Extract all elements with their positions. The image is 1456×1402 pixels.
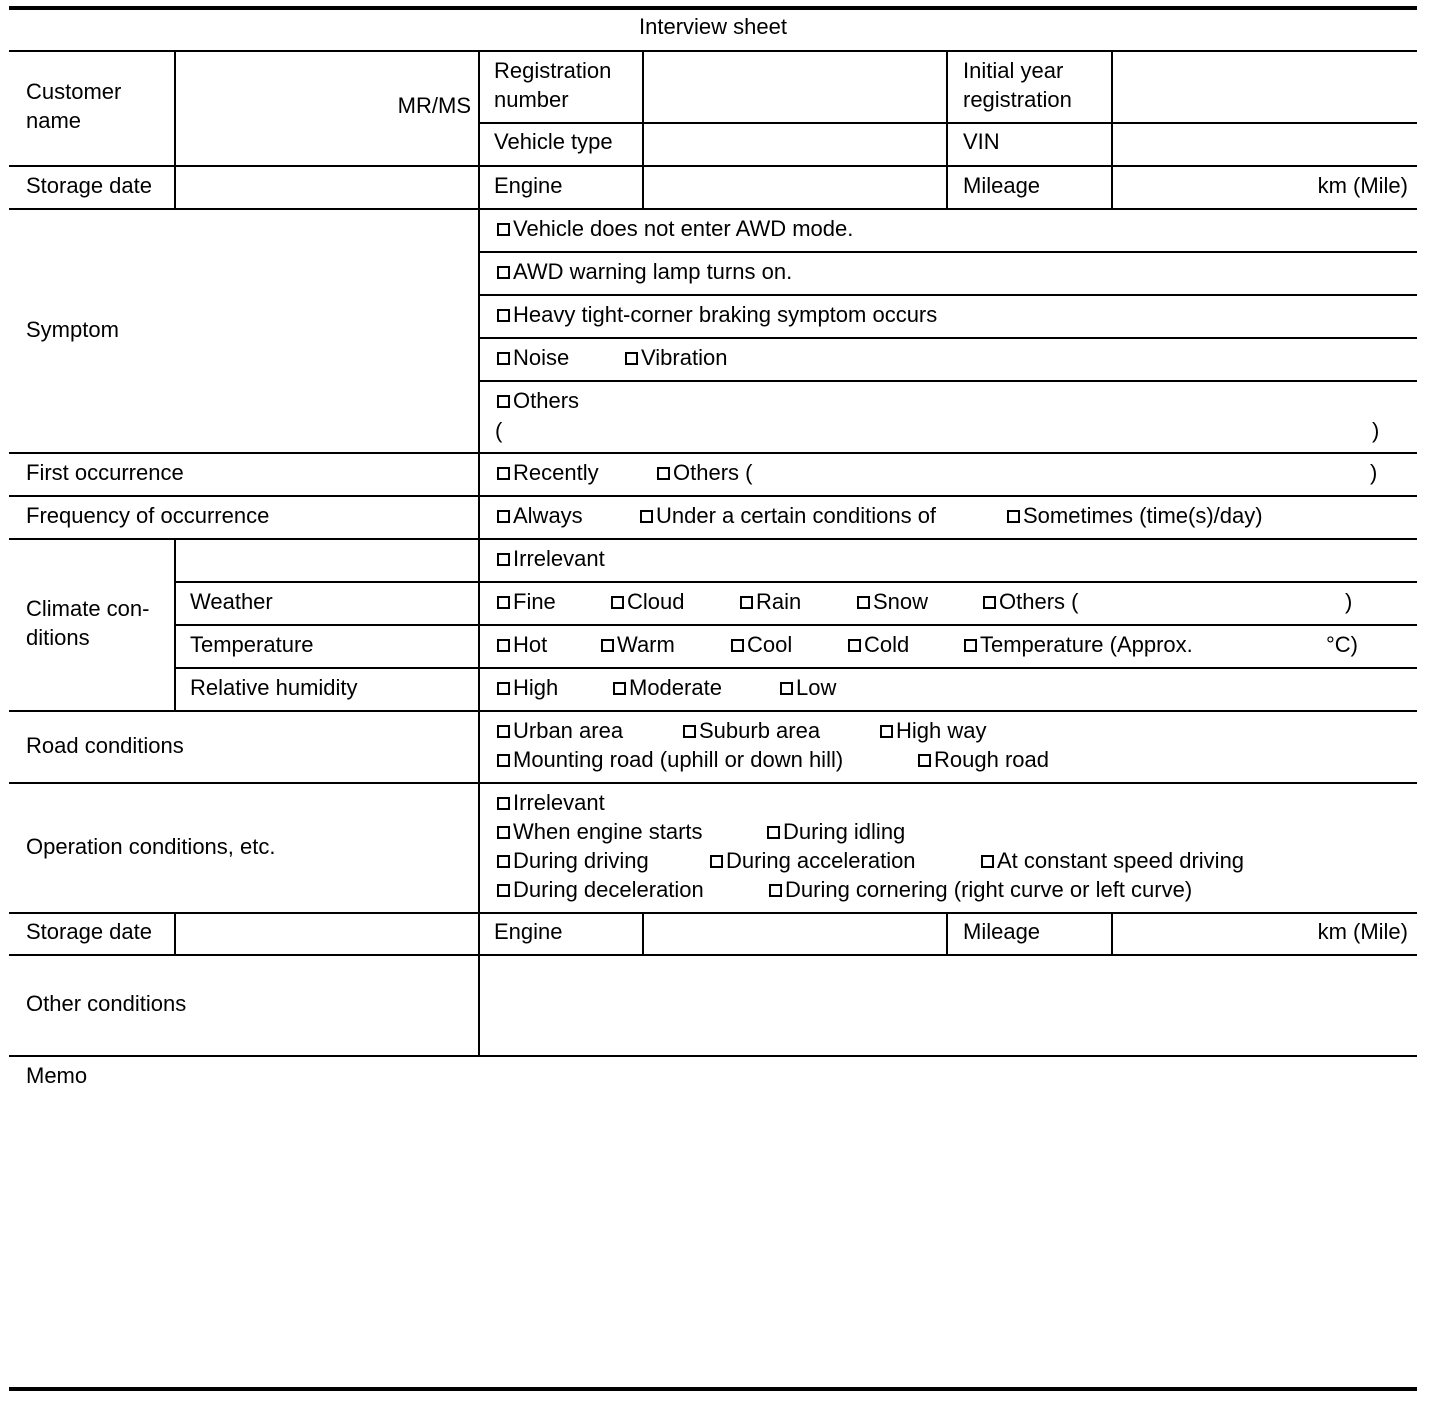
mr-ms-label: MR/MS <box>397 93 471 118</box>
mileage-label: Mileage <box>963 173 1041 198</box>
weather-label: Weather <box>190 589 273 614</box>
option-text: Under a certain conditions of <box>656 503 937 528</box>
checkbox-icon[interactable] <box>497 510 510 523</box>
checkbox-icon[interactable] <box>857 596 870 609</box>
grid-line <box>9 1055 1417 1057</box>
option-text: At constant speed driving <box>997 848 1245 873</box>
checkbox-icon[interactable] <box>1007 510 1020 523</box>
storage-date-label-2: Storage date <box>26 919 152 944</box>
checkbox-icon[interactable] <box>657 467 670 480</box>
humidity-high[interactable] <box>497 673 558 702</box>
frequency-sometimes[interactable] <box>1007 501 1263 530</box>
symptom-option-tight-corner[interactable] <box>497 300 937 329</box>
grid-line <box>9 495 1417 497</box>
frequency-label: Frequency of occurrence <box>26 503 270 528</box>
option-text: Hot <box>513 632 548 657</box>
grid-line <box>642 50 644 209</box>
option-text: High way <box>896 718 987 743</box>
grid-line <box>9 954 1417 956</box>
option-text: Others <box>513 388 580 413</box>
customer-name-label: Customer name <box>26 79 122 133</box>
symptom-option-others[interactable] <box>497 386 579 415</box>
road-suburb[interactable] <box>683 716 820 745</box>
option-text: High <box>513 675 559 700</box>
option-text: Snow <box>873 589 929 614</box>
mileage-unit: km (Mile) <box>1317 173 1408 198</box>
sheet-title: Interview sheet <box>639 14 787 39</box>
temp-approx[interactable] <box>964 630 1193 659</box>
operation-engine-starts[interactable] <box>497 817 703 846</box>
checkbox-icon[interactable] <box>497 754 510 767</box>
checkbox-icon[interactable] <box>625 352 638 365</box>
grid-line <box>9 538 1417 540</box>
operation-acceleration[interactable] <box>710 846 916 875</box>
checkbox-icon[interactable] <box>497 725 510 738</box>
option-text: Temperature (Approx. <box>980 632 1193 657</box>
operation-driving[interactable] <box>497 846 649 875</box>
weather-snow[interactable] <box>857 587 928 616</box>
checkbox-icon[interactable] <box>497 682 510 695</box>
weather-close-paren: ) <box>1345 589 1353 614</box>
grid-line <box>9 782 1417 784</box>
humidity-moderate[interactable] <box>613 673 722 702</box>
registration-number-label: Registration number <box>494 58 612 112</box>
weather-cloud[interactable] <box>611 587 684 616</box>
grid-line <box>1111 912 1113 955</box>
option-text: Moderate <box>629 675 722 700</box>
option-text: Heavy tight-corner braking symptom occurs <box>513 302 938 327</box>
operation-conditions-label: Operation conditions, etc. <box>26 834 276 859</box>
road-highway[interactable] <box>880 716 986 745</box>
weather-fine[interactable] <box>497 587 556 616</box>
option-text: Sometimes (time(s)/day) <box>1023 503 1263 528</box>
checkbox-icon[interactable] <box>497 553 510 566</box>
grid-line <box>478 380 1417 382</box>
grid-line <box>174 538 176 711</box>
grid-line <box>642 912 644 955</box>
climate-irrelevant[interactable] <box>497 544 605 573</box>
weather-others[interactable] <box>983 587 1078 616</box>
first-occurrence-others[interactable] <box>657 458 752 487</box>
checkbox-icon[interactable] <box>497 395 510 408</box>
grid-line <box>478 337 1417 339</box>
grid-line <box>174 667 1417 669</box>
first-occurrence-label: First occurrence <box>26 460 184 485</box>
grid-line <box>174 581 1417 583</box>
road-mounting[interactable] <box>497 745 843 774</box>
weather-rain[interactable] <box>740 587 801 616</box>
checkbox-icon[interactable] <box>767 826 780 839</box>
option-text: Rain <box>756 589 802 614</box>
option-text: Others ( <box>999 589 1079 614</box>
checkbox-icon[interactable] <box>964 639 977 652</box>
vehicle-type-label: Vehicle type <box>494 129 613 154</box>
option-text: During driving <box>513 848 649 873</box>
other-conditions-label: Other conditions <box>26 991 187 1016</box>
top-rule <box>9 6 1417 10</box>
checkbox-icon[interactable] <box>780 682 793 695</box>
humidity-low[interactable] <box>780 673 836 702</box>
checkbox-icon[interactable] <box>497 266 510 279</box>
checkbox-icon[interactable] <box>497 223 510 236</box>
option-text: Rough road <box>934 747 1049 772</box>
option-text: Vibration <box>641 345 728 370</box>
option-text: Urban area <box>513 718 624 743</box>
temp-hot[interactable] <box>497 630 547 659</box>
checkbox-icon[interactable] <box>601 639 614 652</box>
memo-label: Memo <box>26 1063 88 1088</box>
grid-line <box>478 251 1417 253</box>
option-text: Irrelevant <box>513 546 605 571</box>
option-text: Irrelevant <box>513 790 605 815</box>
grid-line <box>9 165 1417 167</box>
grid-line <box>9 50 1417 52</box>
grid-line <box>9 912 1417 914</box>
first-occurrence-close-paren: ) <box>1370 460 1378 485</box>
storage-date-label: Storage date <box>26 173 152 198</box>
symptom-label: Symptom <box>26 317 119 342</box>
grid-line <box>9 710 1417 712</box>
temp-unit: °C) <box>1326 632 1359 657</box>
checkbox-icon[interactable] <box>497 884 510 897</box>
mileage-label-2: Mileage <box>963 919 1041 944</box>
checkbox-icon[interactable] <box>497 639 510 652</box>
option-text: Recently <box>513 460 599 485</box>
checkbox-icon[interactable] <box>497 309 510 322</box>
option-text: Mounting road (uphill or down hill) <box>513 747 844 772</box>
checkbox-icon[interactable] <box>611 596 624 609</box>
engine-label: Engine <box>494 173 563 198</box>
temp-cold[interactable] <box>848 630 909 659</box>
climate-conditions-label: Climate con- ditions <box>26 596 150 650</box>
checkbox-icon[interactable] <box>497 797 510 810</box>
grid-line <box>478 294 1417 296</box>
checkbox-icon[interactable] <box>981 855 994 868</box>
road-urban[interactable] <box>497 716 623 745</box>
option-text: Always <box>513 503 583 528</box>
option-text: When engine starts <box>513 819 703 844</box>
option-text: During deceleration <box>513 877 704 902</box>
option-text: Cloud <box>627 589 685 614</box>
temperature-label: Temperature <box>190 632 314 657</box>
symptom-option-noise[interactable] <box>497 343 569 372</box>
initial-year-registration-label: Initial year registration <box>963 58 1072 112</box>
checkbox-icon[interactable] <box>918 754 931 767</box>
option-text: During cornering (right curve or left curve) <box>785 877 1193 902</box>
option-text: Fine <box>513 589 556 614</box>
checkbox-icon[interactable] <box>769 884 782 897</box>
checkbox-icon[interactable] <box>710 855 723 868</box>
symptom-option-vibration[interactable] <box>625 343 727 372</box>
engine-label-2: Engine <box>494 919 563 944</box>
option-text: Noise <box>513 345 570 370</box>
temp-cool[interactable] <box>731 630 792 659</box>
checkbox-icon[interactable] <box>731 639 744 652</box>
vin-label: VIN <box>963 129 1000 154</box>
option-text: During idling <box>783 819 906 844</box>
symptom-others-open-paren: ( <box>495 418 503 443</box>
grid-line <box>174 624 1417 626</box>
grid-line <box>174 912 176 955</box>
option-text: Others ( <box>673 460 753 485</box>
checkbox-icon[interactable] <box>497 467 510 480</box>
checkbox-icon[interactable] <box>497 826 510 839</box>
grid-line <box>9 452 1417 454</box>
grid-line <box>478 122 1417 124</box>
checkbox-icon[interactable] <box>983 596 996 609</box>
humidity-label: Relative humidity <box>190 675 358 700</box>
option-text: Warm <box>617 632 675 657</box>
grid-line <box>946 912 948 955</box>
operation-constant-speed[interactable] <box>981 846 1244 875</box>
grid-line <box>946 50 948 209</box>
option-text: Cool <box>747 632 793 657</box>
checkbox-icon[interactable] <box>497 596 510 609</box>
option-text: During acceleration <box>726 848 916 873</box>
symptom-option-awd-lamp[interactable] <box>497 257 792 286</box>
checkbox-icon[interactable] <box>848 639 861 652</box>
checkbox-icon[interactable] <box>683 725 696 738</box>
grid-line <box>174 50 176 209</box>
symptom-option-awd-mode[interactable] <box>497 214 853 243</box>
operation-irrelevant[interactable] <box>497 788 605 817</box>
road-conditions-label: Road conditions <box>26 733 184 758</box>
option-text: Vehicle does not enter AWD mode. <box>513 216 854 241</box>
frequency-always[interactable] <box>497 501 583 530</box>
checkbox-icon[interactable] <box>497 855 510 868</box>
checkbox-icon[interactable] <box>740 596 753 609</box>
operation-deceleration[interactable] <box>497 875 704 904</box>
frequency-certain-conditions[interactable] <box>640 501 936 530</box>
operation-idling[interactable] <box>767 817 905 846</box>
grid-line <box>1111 50 1113 209</box>
first-occurrence-recently[interactable] <box>497 458 599 487</box>
bottom-rule <box>9 1387 1417 1391</box>
checkbox-icon[interactable] <box>640 510 653 523</box>
option-text: Cold <box>864 632 910 657</box>
symptom-others-close-paren: ) <box>1372 418 1380 443</box>
temp-warm[interactable] <box>601 630 675 659</box>
option-text: AWD warning lamp turns on. <box>513 259 793 284</box>
grid-line <box>478 50 480 1056</box>
checkbox-icon[interactable] <box>497 352 510 365</box>
road-rough[interactable] <box>918 745 1049 774</box>
mileage-unit-2: km (Mile) <box>1317 919 1408 944</box>
grid-line <box>9 208 1417 210</box>
checkbox-icon[interactable] <box>880 725 893 738</box>
option-text: Low <box>796 675 837 700</box>
option-text: Suburb area <box>699 718 821 743</box>
checkbox-icon[interactable] <box>613 682 626 695</box>
operation-cornering[interactable] <box>769 875 1192 904</box>
